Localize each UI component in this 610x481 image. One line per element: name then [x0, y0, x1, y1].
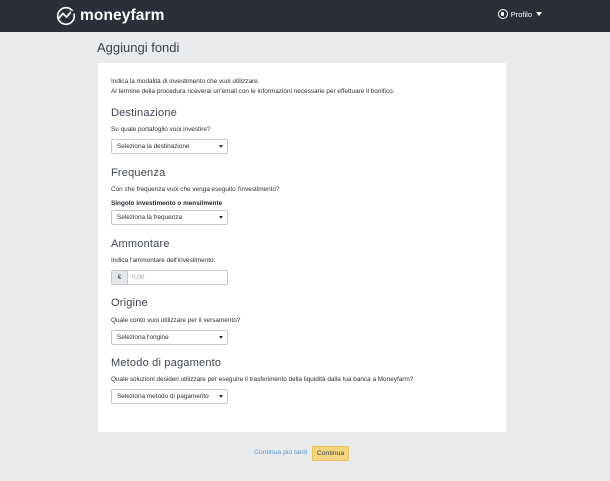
frequency-select[interactable] [111, 210, 228, 225]
question-ammontare: Indica l'ammontare dell'investimento. [111, 257, 216, 264]
origin-select[interactable] [111, 330, 228, 345]
question-frequenza: Con che frequenza vuoi che venga eseguito l'investimento? [111, 186, 280, 193]
profile-label: Profilo [510, 9, 532, 19]
section-title-origine: Origine [111, 297, 148, 309]
moneyfarm-logo-icon [56, 6, 76, 26]
frequency-sub-label: Singolo investimento o mensilmente [111, 200, 223, 207]
chevron-down-icon [219, 336, 223, 339]
intro-line-1: Indica la modalità di investimento che vuoi utilizzare. [111, 78, 260, 85]
profile-menu[interactable] [498, 9, 542, 19]
section-title-destinazione: Destinazione [111, 107, 177, 119]
destination-select[interactable] [111, 139, 228, 154]
amount-input[interactable] [128, 271, 222, 284]
section-title-frequenza: Frequenza [111, 167, 166, 179]
destination-select-value: Seleziona la destinazione [117, 143, 190, 150]
user-info-icon [498, 9, 508, 19]
origin-select-value: Seleziona l'origine [117, 334, 169, 341]
chevron-down-icon [536, 12, 542, 16]
intro-text [111, 77, 395, 96]
top-navigation-bar [0, 0, 610, 32]
intro-line-2: Al termine della procedura riceverai un'email con le informazioni necessarie per effettuare il bonifico. [111, 87, 395, 95]
brand-logo[interactable] [56, 5, 164, 27]
payment-method-select-value: Seleziona metodo di pagamento [117, 393, 209, 400]
chevron-down-icon [219, 216, 223, 219]
brand-name: moneyfarm [80, 7, 165, 24]
continue-later-link[interactable]: Continua più tardi [254, 449, 308, 456]
question-pagamento: Quale soluzioni desideri utilizzare per eseguire il trasferimento della liquidità dalla tua banca a Moneyfarm? [111, 376, 414, 383]
payment-method-select[interactable] [111, 389, 228, 404]
question-origine: Quale conto vuoi utilizzare per il versamento? [111, 317, 241, 324]
frequency-select-value: Seleziona la frequenza [117, 214, 183, 221]
section-title-pagamento: Metodo di pagamento [111, 357, 222, 369]
continue-button[interactable]: Continua [312, 446, 349, 461]
question-destinazione: Su quale portafoglio vuoi investire? [111, 126, 211, 133]
currency-prefix: € [112, 271, 128, 284]
chevron-down-icon [219, 145, 223, 148]
page-title: Aggiungi fondi [97, 40, 180, 55]
section-title-ammontare: Ammontare [111, 238, 170, 250]
amount-input-group [111, 270, 228, 285]
add-funds-form [98, 63, 506, 432]
chevron-down-icon [219, 395, 223, 398]
